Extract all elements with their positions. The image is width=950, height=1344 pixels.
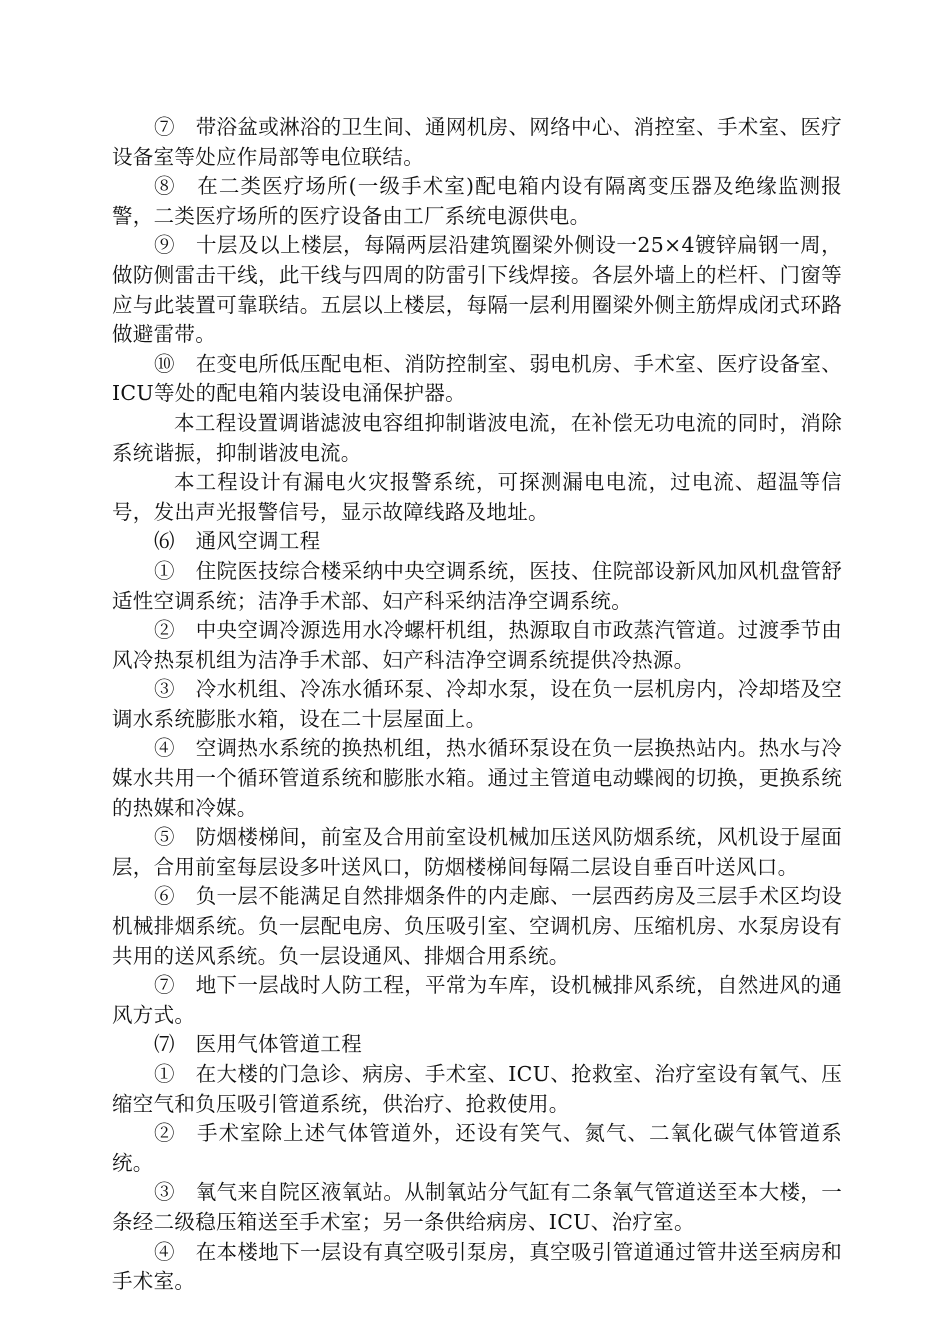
paragraph-hvac-4: ④ 空调热水系统的换热机组，热水循环泵设在负一层换热站内。热水与冷媒水共用一个循环管道系统和膨胀水箱。通过主管道电动蝶阀的切换，更换系统的热媒和冷媒。 <box>112 736 842 820</box>
paragraph-hvac-1: ① 住院医技综合楼采纳中央空调系统，医技、住院部设新风加风机盘管舒适性空调系统；洁净手术部、妇产科采纳洁净空调系统。 <box>112 558 842 613</box>
paragraph-hvac-3: ③ 冷水机组、冷冻水循环泵、冷却水泵，设在负一层机房内，冷却塔及空调水系统膨胀水箱，设在二十层屋面上。 <box>112 677 842 731</box>
section-heading-hvac: ⑹ 通风空调工程 <box>154 529 321 554</box>
paragraph-medical-it-8: ⑧ 在二类医疗场所(一级手术室)配电箱内设有隔离变压器及绝缘监测报警，二类医疗场所的医疗设备由工厂系统电源供电。 <box>112 174 842 228</box>
paragraph-surge-protector-10: ⑩ 在变电所低压配电柜、消防控制室、弱电机房、手术室、医疗设备室、ICU等处的配电箱内装设电涌保护器。 <box>112 351 842 406</box>
paragraph-hvac-6: ⑥ 负一层不能满足自然排烟条件的内走廊、一层西药房及三层手术区均设机械排烟系统。负一层配电房、负压吸引室、空调机房、压缩机房、水泵房设有共用的送风系统。负一层设通风、排烟合用系统。 <box>112 884 842 968</box>
paragraph-gas-3: ③ 氧气来自院区液氧站。从制氧站分气缸有二条氧气管道送至本大楼，一条经二级稳压箱送至手术室；另一条供给病房、ICU、治疗室。 <box>112 1180 842 1234</box>
paragraph-hvac-7: ⑦ 地下一层战时人防工程，平常为车库，设机械排风系统，自然进风的通风方式。 <box>112 973 842 1027</box>
body-text <box>112 113 842 1297</box>
paragraph-hvac-2: ② 中央空调冷源选用水冷螺杆机组，热源取自市政蒸汽管道。过渡季节由风冷热泵机组为洁净手术部、妇产科洁净空调系统提供冷热源。 <box>112 618 842 672</box>
section-heading-medical-gas: ⑺ 医用气体管道工程 <box>154 1032 362 1057</box>
paragraph-gas-4: ④ 在本楼地下一层设有真空吸引泵房，真空吸引管道通过管井送至病房和手术室。 <box>112 1239 842 1294</box>
paragraph-gas-1: ① 在大楼的门急诊、病房、手术室、ICU、抢救室、治疗室设有氧气、压缩空气和负压吸引管道系统，供治疗、抢救使用。 <box>112 1062 842 1116</box>
paragraph-leakage-alarm: 本工程设计有漏电火灾报警系统，可探测漏电电流，过电流、超温等信号，发出声光报警信号，显示故障线路及地址。 <box>112 470 842 524</box>
paragraph-harmonic-filter: 本工程设置调谐滤波电容组抑制谐波电流，在补偿无功电流的同时，消除系统谐振，抑制谐波电流。 <box>112 410 842 465</box>
paragraph-grounding-7: ⑦ 带浴盆或淋浴的卫生间、通网机房、网络中心、消控室、手术室、医疗设备室等处应作局部等电位联结。 <box>112 115 842 169</box>
paragraph-lightning-9: ⑨ 十层及以上楼层，每隔两层沿建筑圈梁外侧设一25×4镀锌扁钢一周，做防侧雷击干线，此干线与四周的防雷引下线焊接。各层外墙上的栏杆、门窗等应与此装置可靠联结。五层以上楼层，每隔一层利用圈梁外侧主筋焊成闭式环路做避雷带。 <box>112 233 842 347</box>
paragraph-gas-2: ② 手术室除上述气体管道外，还设有笑气、氮气、二氧化碳气体管道系统。 <box>112 1121 842 1175</box>
paragraph-hvac-5: ⑤ 防烟楼梯间，前室及合用前室设机械加压送风防烟系统，风机设于屋面层，合用前室每层设多叶送风口，防烟楼梯间每隔二层设自垂百叶送风口。 <box>112 825 842 879</box>
